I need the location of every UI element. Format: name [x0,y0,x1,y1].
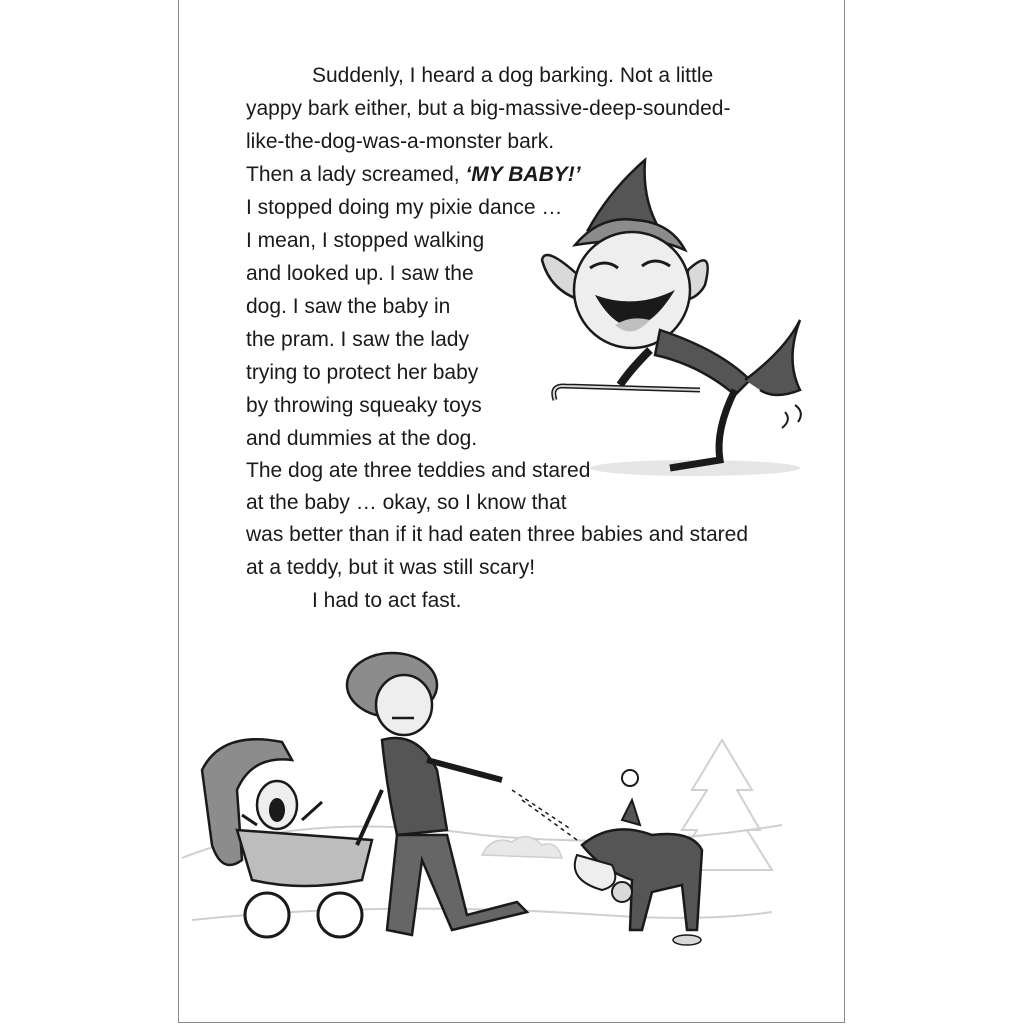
text-line: yappy bark either, but a big-massive-deep-sounded- [246,97,731,120]
pram-wheel-back [245,893,289,937]
text-line: I had to act fast. [312,589,462,612]
text-line: I stopped doing my pixie dance … [246,196,563,219]
text-line: trying to protect her baby [246,361,479,384]
pram-handle [357,790,382,845]
pixie-body [655,330,750,395]
lady-top [382,738,447,835]
pixie-leg-raised [745,320,800,395]
eaten-teddy [612,882,632,902]
text-line: the pram. I saw the lady [246,328,469,351]
flying-dummy [622,770,638,786]
text-line: at the baby … okay, so I know that [246,491,567,514]
text-line: like-the-dog-was-a-monster bark. [246,130,555,153]
throw-motion-lines [512,790,577,840]
pram-wheel-front [318,893,362,937]
baby-crying-mouth [269,798,285,822]
dog-scene-illustration [182,630,782,960]
text-line-start: Then a lady screamed, [246,163,466,186]
teddy-scrap [673,935,701,945]
lady-head [376,675,432,735]
text-line: The dog ate three teddies and stared [246,459,591,482]
text-line: by throwing squeaky toys [246,394,482,417]
scream-text: ‘MY BABY!’ [465,163,581,186]
text-line: dog. I saw the baby in [246,295,451,318]
pixie-arm [620,350,650,385]
text-line: I mean, I stopped walking [246,229,485,252]
dog-ear [622,800,640,825]
text-line: and dummies at the dog. [246,427,478,450]
pixie-leg-front [670,390,735,468]
pixie-illustration [530,150,820,480]
motion-lines [782,405,801,428]
text-line: at a teddy, but it was still scary! [246,556,536,579]
text-line: Suddenly, I heard a dog barking. Not a little [312,64,714,87]
text-line: and looked up. I saw the [246,262,474,285]
pram-body [237,830,372,886]
text-line: was better than if it had eaten three babies and stared [246,523,749,546]
